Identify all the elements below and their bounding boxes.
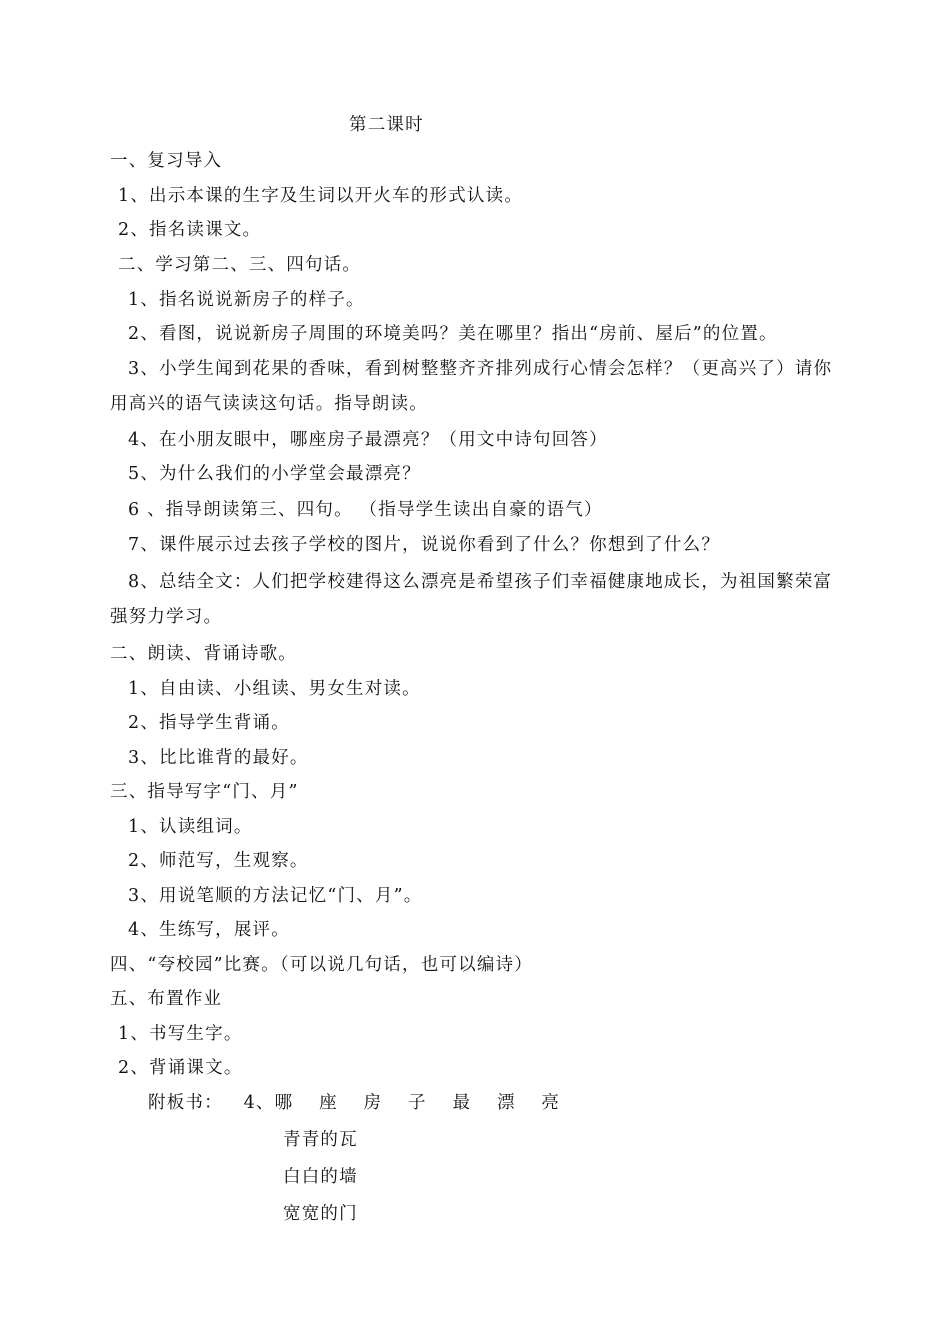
list-item: 1、认读组词。 [128, 817, 253, 837]
list-item: 4、生练写，展评。 [128, 920, 290, 940]
list-item: 7、课件展示过去孩子学校的图片，说说你看到了什么？你想到了什么？ [128, 535, 721, 555]
list-item: 2、指名读课文。 [118, 220, 262, 240]
list-item: 4、在小朋友眼中，哪座房子最漂亮？（用文中诗句回答） [128, 430, 608, 450]
section-heading-review: 一、复习导入 [110, 151, 223, 171]
list-item: 1、自由读、小组读、男女生对读。 [128, 679, 421, 699]
list-item: 1、出示本课的生字及生词以开火车的形式认读。 [118, 186, 524, 206]
list-item: 6 、指导朗读第三、四句。 （指导学生读出自豪的语气） [128, 500, 603, 520]
board-item: 宽宽的门 [283, 1204, 358, 1224]
board-heading-char: 漂 [496, 1093, 516, 1113]
list-item: 2、背诵课文。 [118, 1058, 243, 1078]
board-heading-char: 亮 [541, 1093, 561, 1113]
section-heading-writing: 三、指导写字“门、月” [110, 782, 299, 802]
list-item: 2、看图，说说新房子周围的环境美吗？美在哪里？指出“房前、屋后”的位置。 [128, 324, 778, 344]
list-item: 8、总结全文：人们把学校建得这么漂亮是希望孩子们幸福健康地成长，为祖国繁荣富强努力学习。 [110, 572, 833, 627]
board-heading-char: 子 [408, 1093, 427, 1113]
list-item: 3、比比谁背的最好。 [128, 748, 309, 768]
list-item: 1、书写生字。 [118, 1024, 243, 1044]
board-heading-row [148, 1092, 579, 1114]
board-heading-char: 座 [319, 1093, 338, 1113]
board-item: 白白的墙 [283, 1167, 358, 1187]
list-item: 5、为什么我们的小学堂会最漂亮？ [128, 464, 421, 484]
list-item: 3、用说笔顺的方法记忆“门、月”。 [128, 886, 423, 906]
board-heading-char: 4、哪 [243, 1093, 294, 1113]
list-item: 3、小学生闻到花果的香味，看到树整整齐齐排列成行心情会怎样？（更高兴了）请你用高兴的语气读读这句话。指导朗读。 [110, 359, 833, 414]
list-item: 2、指导学生背诵。 [128, 713, 290, 733]
section-heading-recite: 二、朗读、背诵诗歌。 [110, 644, 297, 664]
board-label: 附板书： [148, 1093, 223, 1113]
list-item: 2、师范写，生观察。 [128, 851, 309, 871]
section-heading-homework: 五、布置作业 [110, 989, 223, 1009]
board-heading-char: 房 [363, 1093, 383, 1113]
list-item: 1、指名说说新房子的样子。 [128, 290, 365, 310]
section-heading-contest: 四、“夸校园”比赛。（可以说几句话，也可以编诗） [110, 955, 533, 975]
section-heading-learn: 二、学习第二、三、四句话。 [118, 255, 362, 275]
board-heading-char: 最 [452, 1093, 472, 1113]
board-item: 青青的瓦 [283, 1130, 358, 1150]
page-title: 第二课时 [349, 115, 424, 135]
